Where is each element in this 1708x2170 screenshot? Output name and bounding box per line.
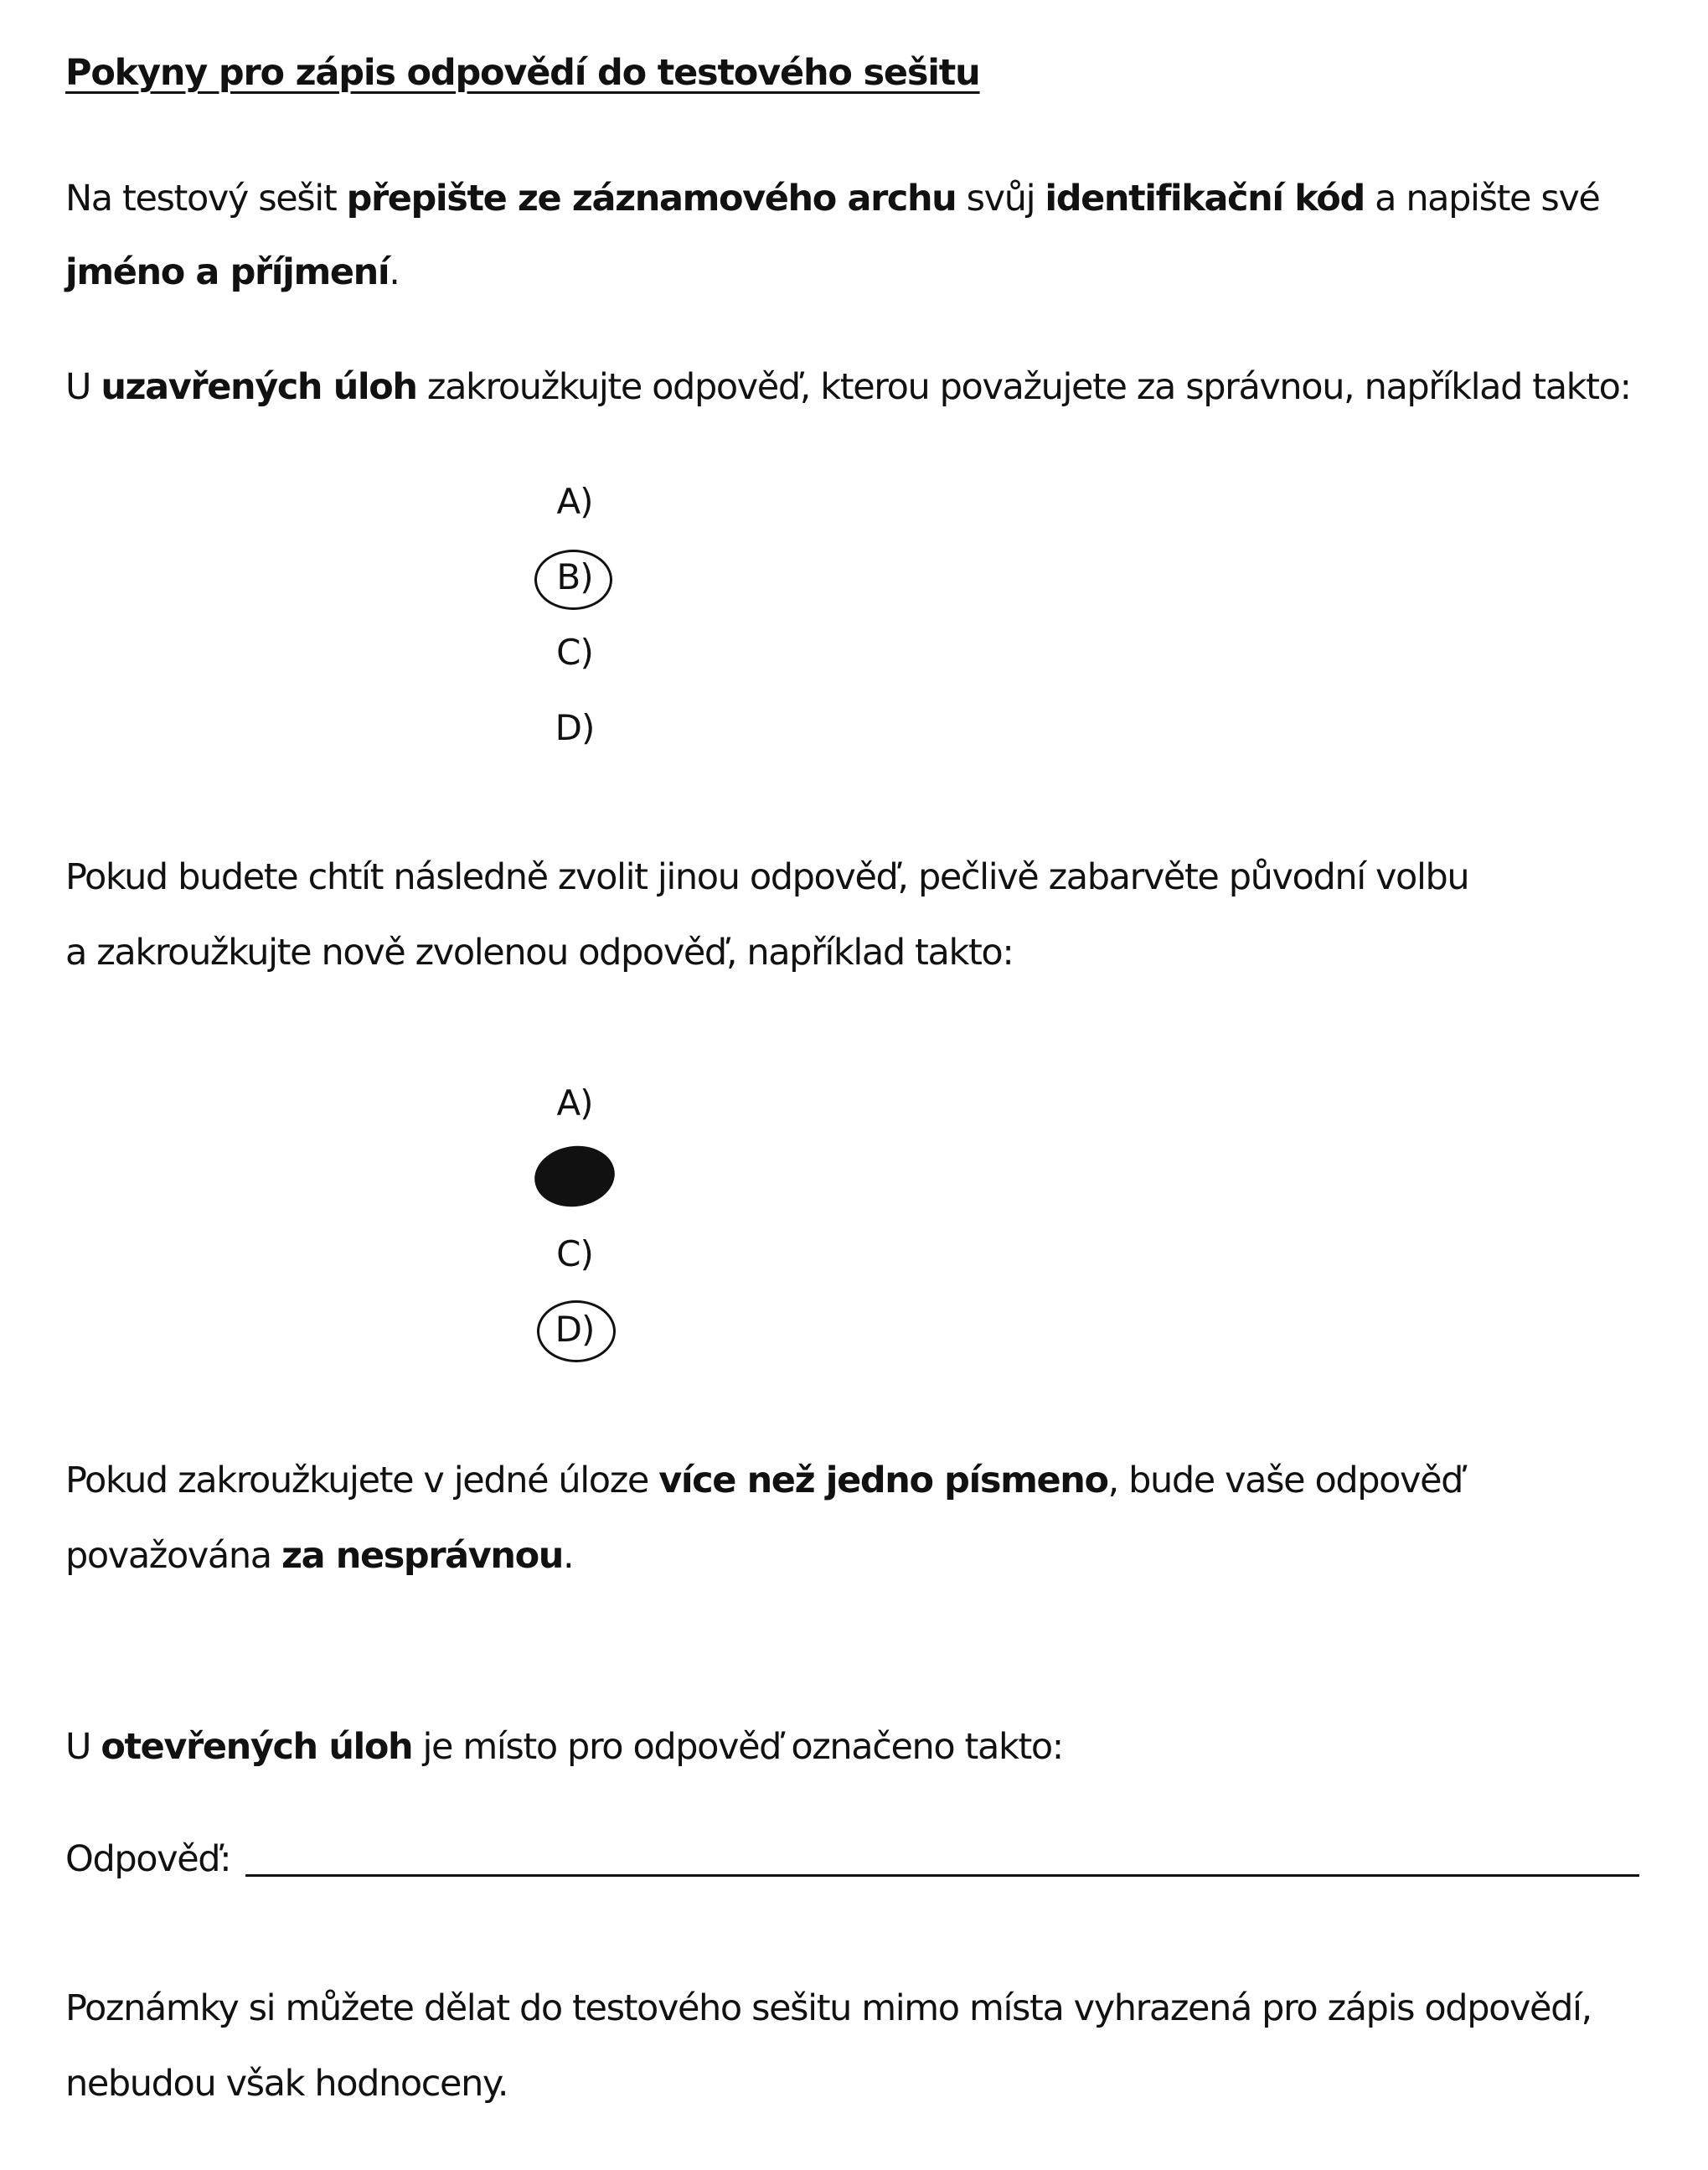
paragraph-change-answer-line2: a zakroužkujte nově zvolenou odpověď, například takto: (65, 932, 1014, 974)
paragraph-notes-line2: nebudou však hodnoceny. (65, 2063, 508, 2105)
paragraph-change-answer-line1: Pokud budete chtít následně zvolit jinou odpověď, pečlivě zabarvěte původní volbu (65, 856, 1469, 898)
paragraph-notes-line1: Poznámky si můžete dělat do testového sešitu mimo místa vyhrazená pro zápis odpovědí, (65, 1987, 1592, 2029)
option-c: C) (556, 1233, 593, 1274)
paragraph-open-tasks (65, 1726, 1063, 1768)
answer-line (245, 1874, 1639, 1877)
text: . (389, 251, 400, 293)
option-b: B) (556, 556, 593, 597)
emphasis: uzavřených úloh (101, 366, 417, 408)
emphasis: jméno a příjmení (65, 251, 390, 293)
emphasis: přepište ze záznamového archu (346, 178, 957, 220)
option-d: D) (555, 707, 595, 748)
paragraph-closed-tasks (65, 366, 1631, 408)
emphasis: otevřených úloh (101, 1726, 413, 1768)
answer-label: Odpověď: (65, 1838, 231, 1880)
page-heading: Pokyny pro zápis odpovědí do testového sešitu (65, 52, 980, 94)
option-a: A) (556, 481, 593, 522)
emphasis: více než jedno písmeno (658, 1460, 1108, 1501)
paragraph-multiple-letters-line1 (65, 1460, 1463, 1501)
blacked-out-option-mark (530, 1141, 618, 1212)
text: svůj (956, 178, 1045, 220)
text: . (562, 1535, 574, 1577)
text: , bude vaše odpověď (1107, 1460, 1463, 1501)
text: je místo pro odpověď označeno takto: (412, 1726, 1063, 1768)
option-a: A) (556, 1082, 593, 1124)
paragraph-id-code-line2 (65, 251, 400, 293)
text: U (65, 366, 101, 408)
paragraph-id-code-line1 (65, 178, 1599, 220)
text: U (65, 1726, 101, 1768)
emphasis: identifikační kód (1045, 178, 1365, 220)
text: zakroužkujte odpověď, kterou považujete za správnou, například takto: (416, 366, 1631, 408)
emphasis: za nesprávnou (281, 1535, 563, 1577)
option-c: C) (556, 632, 593, 673)
text: Na testový sešit (65, 178, 347, 220)
text: považována (65, 1535, 281, 1577)
option-d: D) (555, 1309, 595, 1350)
text: a napište své (1364, 178, 1600, 220)
text: Pokud zakroužkujete v jedné úloze (65, 1460, 659, 1501)
paragraph-multiple-letters-line2 (65, 1535, 573, 1577)
